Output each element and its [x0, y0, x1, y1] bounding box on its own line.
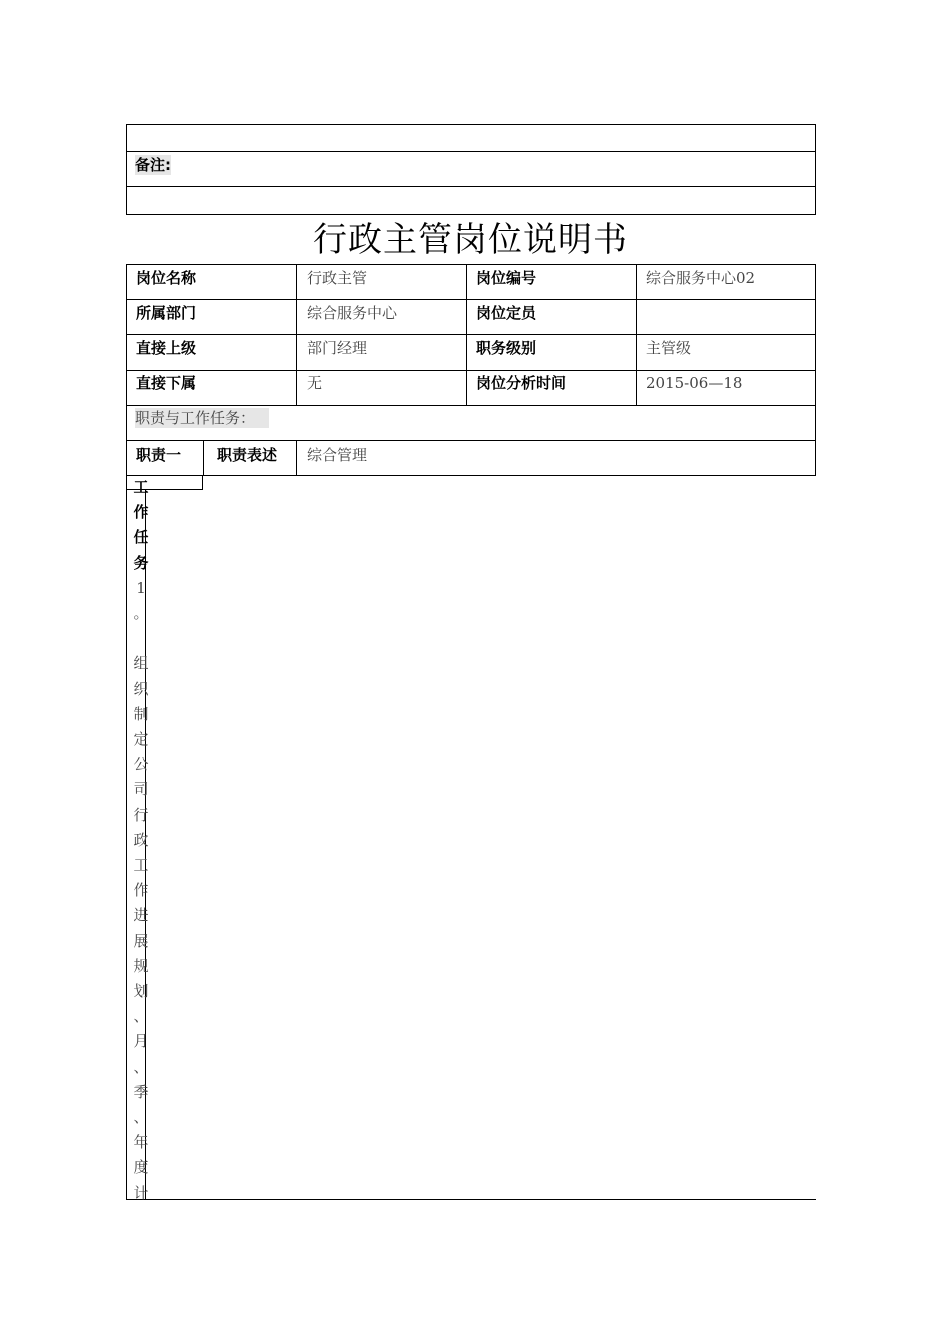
task-text-char: 公 [133, 755, 149, 774]
task-text-char: 划 [133, 982, 149, 1001]
task-text-char: 、 [133, 1108, 149, 1127]
duty-label: 职责一 [136, 446, 182, 464]
remark-label: 备注: [135, 156, 171, 174]
task-text-char: 政 [133, 830, 149, 849]
task-text-char: 计 [133, 1183, 149, 1202]
task-text-char: 行 [133, 805, 149, 824]
duties-header: 职责与工作任务： [135, 408, 269, 428]
task-text-char: 月 [133, 1032, 149, 1051]
task-text-char: 进 [133, 906, 149, 925]
task-bottom-border [126, 1199, 816, 1200]
task-text-char: 组 [133, 654, 149, 673]
label-post-number: 岗位编号 [476, 269, 537, 287]
label-headcount: 岗位定员 [476, 304, 537, 322]
task-text-char: 。 [133, 604, 149, 623]
label-direct-subordinate: 直接下属 [136, 374, 197, 392]
task-label-char: 作 [133, 503, 149, 522]
value-department: 综合服务中心 [307, 304, 398, 322]
value-post-name: 行政主管 [307, 269, 368, 287]
task-text-char: 季 [133, 1082, 149, 1101]
task-text-char: 定 [133, 730, 149, 749]
task-text-char: 制 [133, 704, 149, 723]
task-text-char: 度 [133, 1158, 149, 1177]
value-analysis-date: 2015-06—18 [646, 374, 743, 392]
value-job-level: 主管级 [646, 339, 692, 357]
label-direct-superior: 直接上级 [136, 339, 197, 357]
value-direct-subordinate: 无 [307, 374, 323, 392]
value-direct-superior: 部门经理 [307, 339, 368, 357]
task-text-char: 工 [133, 856, 149, 875]
task-label-char: 任 [133, 528, 149, 547]
label-analysis-date: 岗位分析时间 [476, 374, 567, 392]
task-left-border [126, 476, 127, 1200]
label-job-level: 职务级别 [476, 339, 537, 357]
page-title: 行政主管岗位说明书 [313, 220, 628, 260]
value-post-number: 综合服务中心02 [646, 269, 756, 287]
task-text-char: 、 [133, 1057, 149, 1076]
duty-desc-value: 综合管理 [307, 446, 368, 464]
task-text-char: 规 [133, 956, 149, 975]
task-label-char: 务 [133, 553, 149, 572]
duty-desc-label: 职责表述 [217, 446, 278, 464]
task-text-char: 年 [133, 1133, 149, 1152]
task-vertical-text [131, 475, 151, 1206]
task-cell-right [202, 476, 203, 490]
task-text-char: 展 [133, 931, 149, 950]
task-text-char [131, 626, 151, 651]
info-table [126, 264, 816, 477]
task-text-char: 织 [133, 679, 149, 698]
task-text-char: 司 [133, 780, 149, 799]
top-table [126, 124, 816, 215]
task-text-char: 、 [133, 1007, 149, 1026]
task-text-char: 1 [136, 578, 146, 597]
label-department: 所属部门 [136, 304, 197, 322]
task-label-char: 工 [133, 478, 149, 496]
task-text-char: 作 [133, 881, 149, 900]
label-post-name: 岗位名称 [136, 269, 197, 287]
